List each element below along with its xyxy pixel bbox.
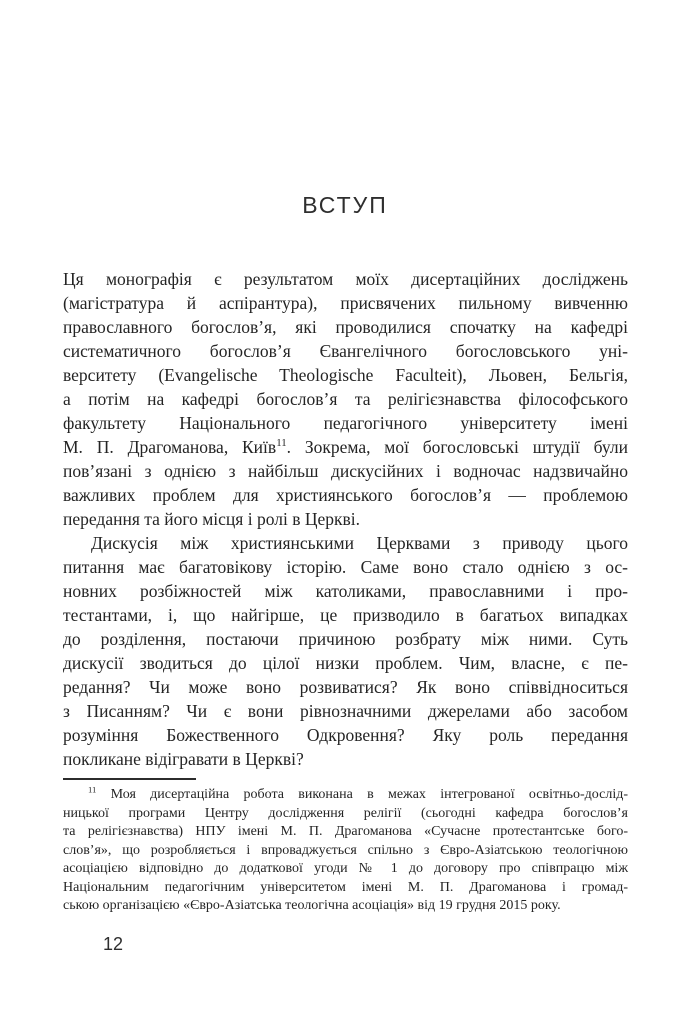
text-line: до розділення, постаючи причиною розбрату між ними. Суть — [63, 629, 628, 649]
paragraph — [63, 267, 628, 531]
text-line: а потім на кафедрі богослов’я та релігієзнавства філософського — [63, 389, 628, 409]
page-title: ВСТУП — [302, 192, 388, 218]
text-line: з Писанням? Чи є вони рівнозначними джерелами або засобом — [63, 701, 628, 721]
body-text — [63, 267, 628, 771]
text-line: тестантами, і, що найгірше, це призводило в багатьох випадках — [63, 605, 628, 625]
page-number: 12 — [103, 934, 124, 954]
text-line: редання? Чи може воно розвиватися? Як воно співвідноситься — [63, 677, 628, 697]
text-line: Ця монографія є результатом моїх дисертаційних досліджень — [63, 269, 628, 289]
footnote-separator — [63, 778, 196, 780]
text-line: Дискусія між християнськими Церквами з приводу цього — [91, 533, 628, 553]
text-line: $^{11}$ Моя дисертаційна робота виконана в межах інтегрованої освітньо-дослід- — [88, 784, 628, 802]
text-line: ською організацією «Євро-Азіатська теологічна асоціація» від 19 грудня 2015 року. — [63, 898, 561, 913]
text-line: покликане відігравати в Церкві? — [63, 749, 304, 769]
text-line: пов’язані з однією з найбільш дискусійних і водночас надзвичайно — [63, 461, 628, 481]
text-line: та релігієзнавства) НПУ імені М. П. Драгоманова «Сучасне протестантське бого- — [63, 824, 628, 839]
text-line: питання має багатовікову історію. Саме воно стало однією з ос- — [63, 557, 628, 577]
paragraph — [63, 531, 628, 771]
text-line: асоціацією відповідно до додаткової угоди № 1 до договору про співпрацю між — [63, 861, 628, 876]
text-line: систематичного богослов’я Євангелічного богословського уні- — [63, 341, 628, 361]
text-line: розуміння Божественного Одкровення? Яку роль передання — [63, 725, 628, 745]
text-line: ницької програми Центру дослідження релігії (сьогодні кафедра богослов’я — [63, 805, 628, 821]
text-line: передання та його місця і ролі в Церкві. — [63, 509, 360, 529]
text-line: новних розбіжностей між католиками, православними і про- — [63, 581, 628, 601]
text-line: верситету (Evangelische Theologische Faculteit), Льовен, Бельгія, — [63, 365, 628, 385]
text-line: (магістратура й аспірантура), присвячених пильному вивченню — [63, 293, 628, 313]
footnote-marker: 11 — [88, 784, 97, 795]
footnote-marker: 11 — [276, 437, 287, 450]
footnote — [63, 786, 628, 916]
text-line: слов’я», що розробляється і впроваджується спільно з Євро-Азіатською теологічною — [63, 842, 628, 858]
text-line: православного богослов’я, які проводилися спочатку на кафедрі — [63, 317, 628, 337]
text-line: М. П. Драгоманова, Київ$^{11}$. Зокрема, мої богословські штудії були — [63, 437, 628, 457]
text-line: Національним педагогічним університетом імені М. П. Драгоманова і громад- — [63, 879, 628, 895]
text-line: важливих проблем для християнського богослов’я — проблемою — [63, 485, 628, 505]
text-line: дискусії зводиться до цілої низки проблем. Чим, власне, є пе- — [63, 653, 628, 673]
text-line: факультету Національного педагогічного університету імені — [63, 413, 628, 433]
